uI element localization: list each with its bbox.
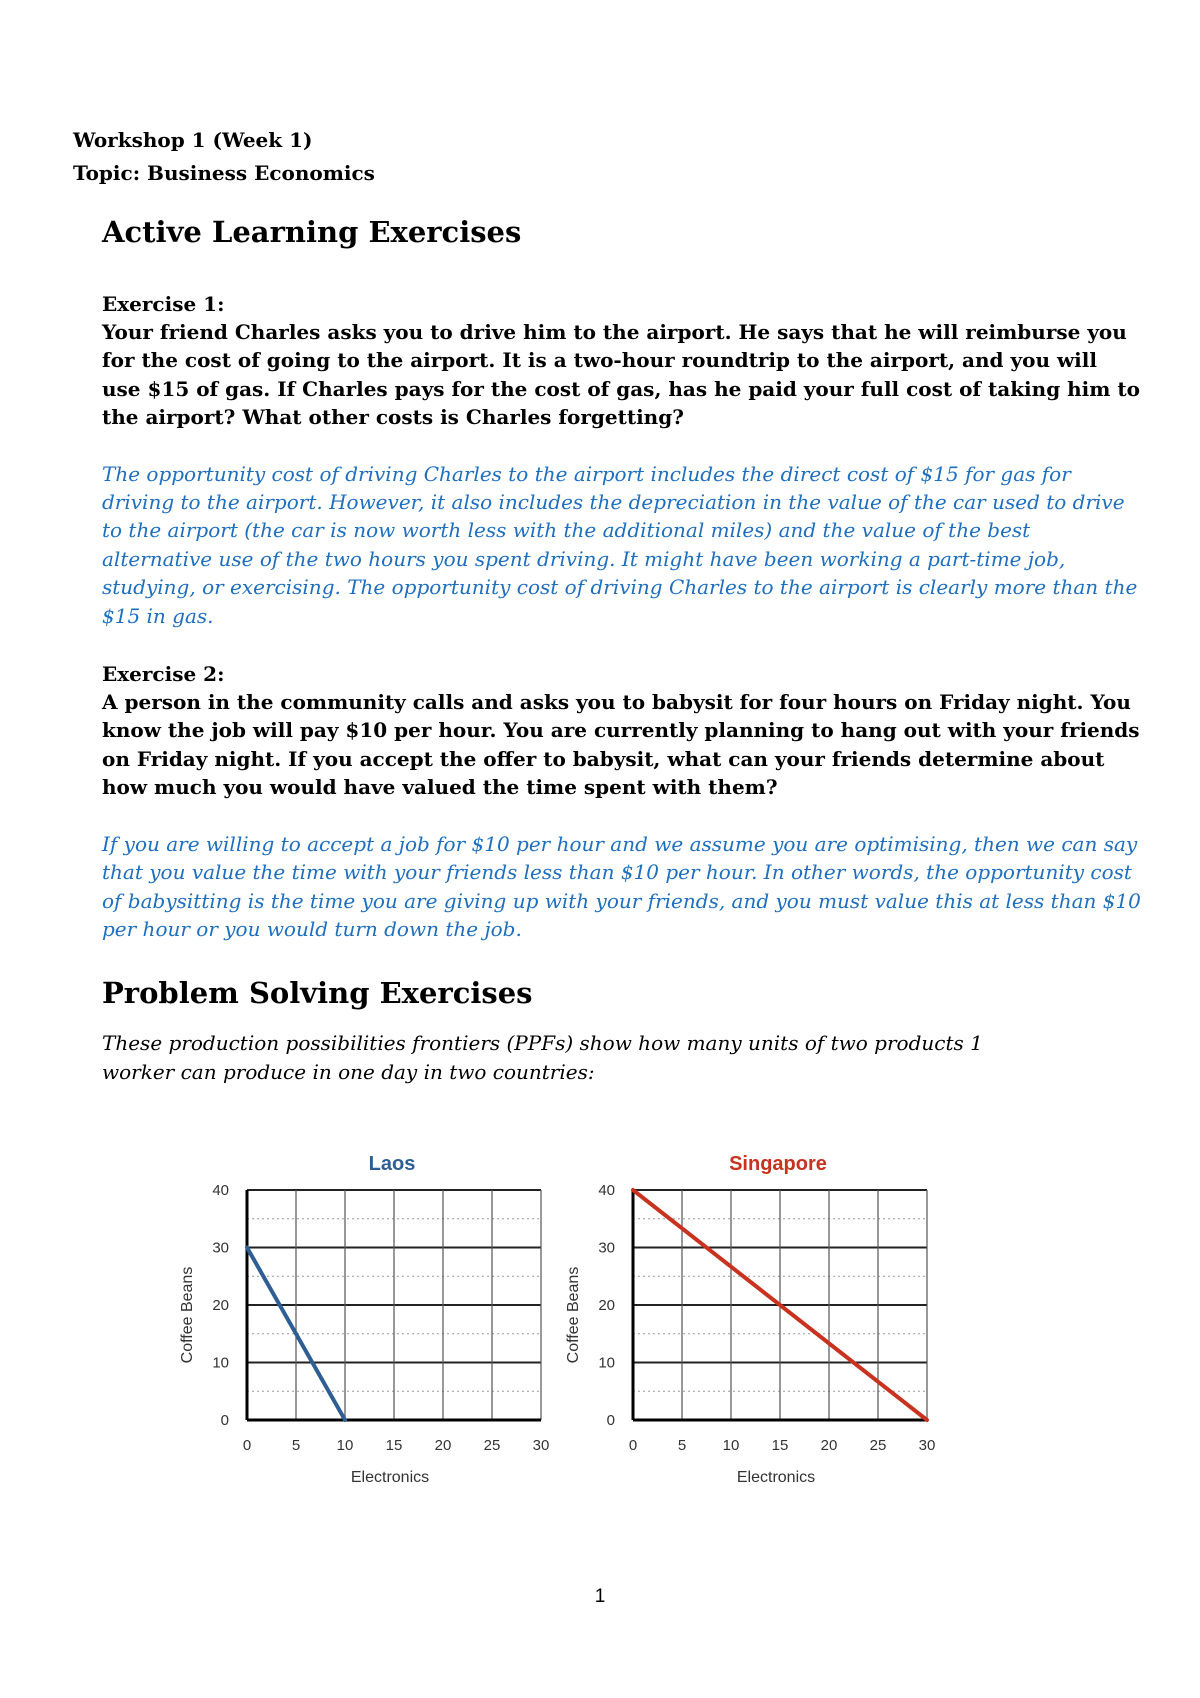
- exercise-1-answer: The opportunity cost of driving Charles to the airport includes the direct cost of $15 for gas for driving to the airport. However, it also includes the depreciation in the value of the car used to drive to the airport (the car is now worth less with the additional miles) and the value of the best alternative use of the two hours you spent driving. It might have been working a part-time job, studying, or exercising. The opportunity cost of driving Charles to the airport is clearly more than the $15 in gas.: [102, 461, 1138, 628]
- exercise-1-label: Exercise 1:: [102, 292, 225, 316]
- exercise-2-label: Exercise 2:: [102, 662, 225, 687]
- chart-laos-x-axis-label: Electronics: [350, 1469, 430, 1486]
- chart-laos-y-axis-label: Coffee Beans: [179, 1266, 196, 1364]
- chart-singapore-title: Singapore: [729, 1153, 827, 1175]
- workshop-title: Workshop 1 (Week 1): [73, 128, 313, 152]
- ppf-intro-text: These production possibilities frontiers (PPFs) show how many units of two products 1 worker can produce in one day in two countries:: [102, 1031, 983, 1084]
- chart-laos-x-tick-label: 20: [434, 1437, 452, 1454]
- chart-singapore-y-tick-label: 0: [606, 1412, 615, 1429]
- chart-singapore-x-tick-label: 15: [771, 1437, 789, 1454]
- chart-laos-x-tick-label: 25: [483, 1437, 501, 1454]
- chart-singapore-y-axis-label: Coffee Beans: [565, 1266, 582, 1364]
- topic-line: Topic: Business Economics: [73, 161, 375, 185]
- chart-singapore-y-tick-label: 20: [598, 1297, 615, 1314]
- chart-singapore-y-tick-label: 40: [598, 1182, 615, 1199]
- chart-singapore-x-tick-label: 30: [918, 1437, 936, 1454]
- chart-singapore-x-tick-label: 5: [677, 1437, 687, 1454]
- chart-laos-y-tick-label: 40: [212, 1182, 229, 1199]
- chart-laos-x-tick-label: 0: [242, 1437, 252, 1454]
- chart-singapore-x-axis-label: Electronics: [736, 1469, 816, 1486]
- chart-laos-x-tick-label: 15: [385, 1437, 403, 1454]
- exercise-2-question: A person in the community calls and asks you to babysit for four hours on Friday night. You know the job will pay $10 per hour. You are currently planning to hang out with your friends on Friday night. If you accept the offer to babysit, what can your friends determine about how much you would have valued the time spent with them?: [102, 690, 1140, 800]
- document-header: [73, 124, 375, 190]
- chart-singapore-y-tick-label: 10: [598, 1354, 615, 1372]
- ppf-charts: [0, 1130, 1200, 1510]
- chart-singapore-x-tick-label: 10: [722, 1437, 740, 1454]
- section-title-active-learning: Active Learning Exercises: [102, 215, 522, 249]
- chart-singapore-x-tick-label: 0: [628, 1437, 638, 1454]
- chart-laos-title: Laos: [368, 1153, 416, 1175]
- section-title-problem-solving: Problem Solving Exercises: [102, 976, 533, 1011]
- main-content: [102, 212, 1142, 1086]
- chart-laos-x-tick-label: 5: [291, 1437, 301, 1454]
- chart-laos-y-tick-label: 20: [212, 1297, 229, 1314]
- chart-singapore-y-tick-label: 30: [598, 1239, 615, 1257]
- ppf-charts-svg: [0, 1130, 1200, 1510]
- chart-laos-x-tick-label: 10: [336, 1437, 354, 1454]
- chart-singapore-x-tick-label: 20: [820, 1437, 838, 1454]
- exercise-2-answer: If you are willing to accept a job for $10 per hour and we assume you are optimising, then we can say that you value the time with your friends less than $10 per hour. In other words, the opportunity cost of babysitting is the time you are giving up with your friends, and you must value this at less than $10 per hour or you would turn down the job.: [102, 831, 1141, 941]
- chart-laos-y-tick-label: 0: [220, 1412, 229, 1429]
- chart-singapore-x-tick-label: 25: [869, 1437, 887, 1454]
- exercise-1-question: Your friend Charles asks you to drive him to the airport. He says that he will reimburse you for the cost of going to the airport. It is a two-hour roundtrip to the airport, and you will use $15 of gas. If Charles pays for the cost of gas, has he paid your full cost of taking him to the airport? What other costs is Charles forgetting?: [102, 320, 1140, 430]
- chart-laos-x-tick-label: 30: [532, 1437, 550, 1454]
- chart-laos-y-tick-label: 30: [212, 1239, 229, 1257]
- page-number: 1: [594, 1586, 606, 1607]
- chart-laos-y-tick-label: 10: [212, 1354, 229, 1372]
